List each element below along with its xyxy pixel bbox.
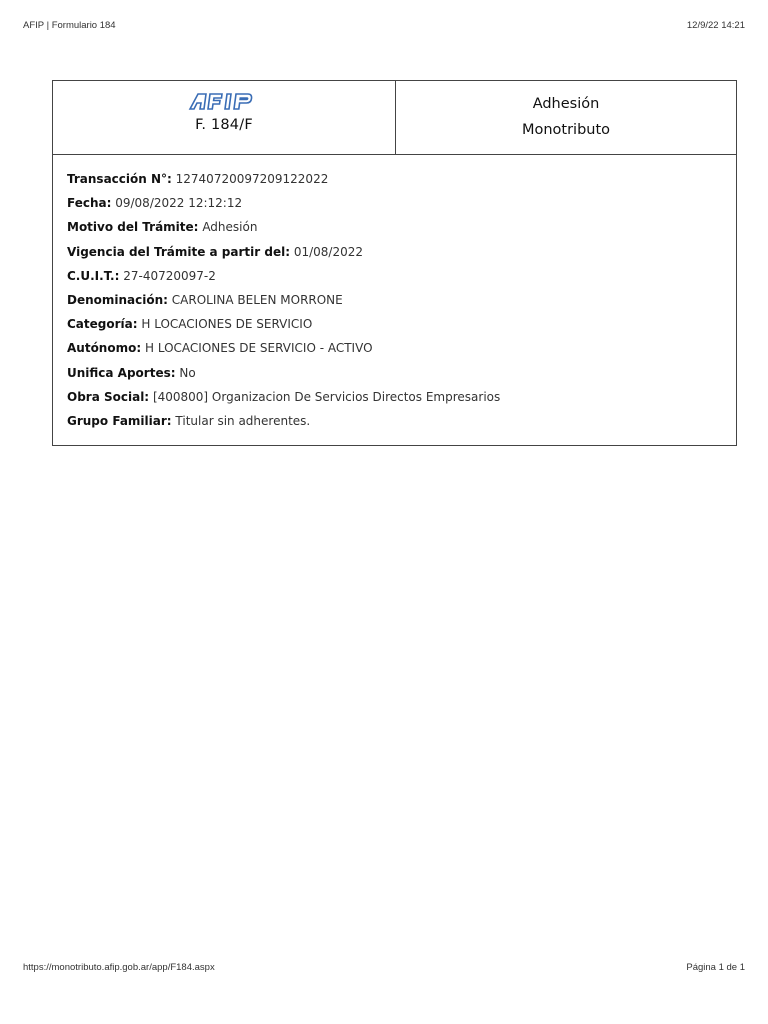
field-cuit: [67, 264, 736, 288]
field-value: CAROLINA BELEN MORRONE: [171, 293, 343, 308]
field-value: H LOCACIONES DE SERVICIO: [141, 317, 313, 332]
field-value: Adhesión: [202, 220, 258, 235]
field-label: Autónomo:: [67, 341, 142, 356]
form-code: F. 184/F: [195, 117, 253, 133]
print-footer-page: Página 1 de 1: [686, 962, 745, 973]
print-header-datetime: 12/9/22 14:21: [686, 20, 745, 31]
field-label: Categoría:: [67, 317, 138, 332]
field-fecha: [67, 191, 736, 215]
field-value: Titular sin adherentes.: [175, 414, 311, 429]
field-value: 01/08/2022: [293, 244, 364, 259]
afip-logo-icon: [188, 91, 260, 111]
field-label: Obra Social:: [67, 389, 150, 404]
field-value: 27-40720097-2: [123, 268, 216, 283]
form-header-right: [396, 81, 736, 154]
field-value: 09/08/2022 12:12:12: [115, 196, 243, 211]
field-vigencia: [67, 240, 736, 264]
field-grupo-familiar: [67, 409, 736, 433]
form-header: [53, 81, 736, 155]
field-autonomo: [67, 336, 736, 360]
field-denominacion: [67, 288, 736, 312]
field-value: No: [179, 365, 196, 380]
field-unifica-aportes: [67, 361, 736, 385]
form-header-left: [53, 81, 396, 154]
field-label: Denominación:: [67, 293, 168, 308]
field-label: Transacción N°:: [67, 172, 172, 186]
form-184-card: [52, 80, 737, 446]
field-value: H LOCACIONES DE SERVICIO - ACTIVO: [144, 341, 373, 356]
field-value: [400800] Organizacion De Servicios Directos Empresarios: [152, 389, 501, 404]
form-title-line-2: Monotributo: [521, 122, 611, 138]
field-transaccion: [67, 167, 736, 191]
field-label: Fecha:: [67, 196, 112, 211]
field-value: 12740720097209122022: [175, 172, 329, 186]
form-body: [53, 155, 736, 433]
field-obra-social: [67, 385, 736, 409]
print-header-title: AFIP | Formulario 184: [23, 20, 116, 31]
field-label: Unifica Aportes:: [67, 365, 176, 380]
field-motivo: [67, 215, 736, 239]
form-title-line-1: Adhesión: [532, 96, 600, 112]
field-categoria: [67, 312, 736, 336]
print-footer-url[interactable]: https://monotributo.afip.gob.ar/app/F184.aspx: [23, 962, 215, 973]
field-label: Vigencia del Trámite a partir del:: [67, 244, 291, 259]
field-label: C.U.I.T.:: [67, 268, 120, 283]
field-label: Grupo Familiar:: [67, 414, 172, 429]
field-label: Motivo del Trámite:: [67, 220, 199, 235]
